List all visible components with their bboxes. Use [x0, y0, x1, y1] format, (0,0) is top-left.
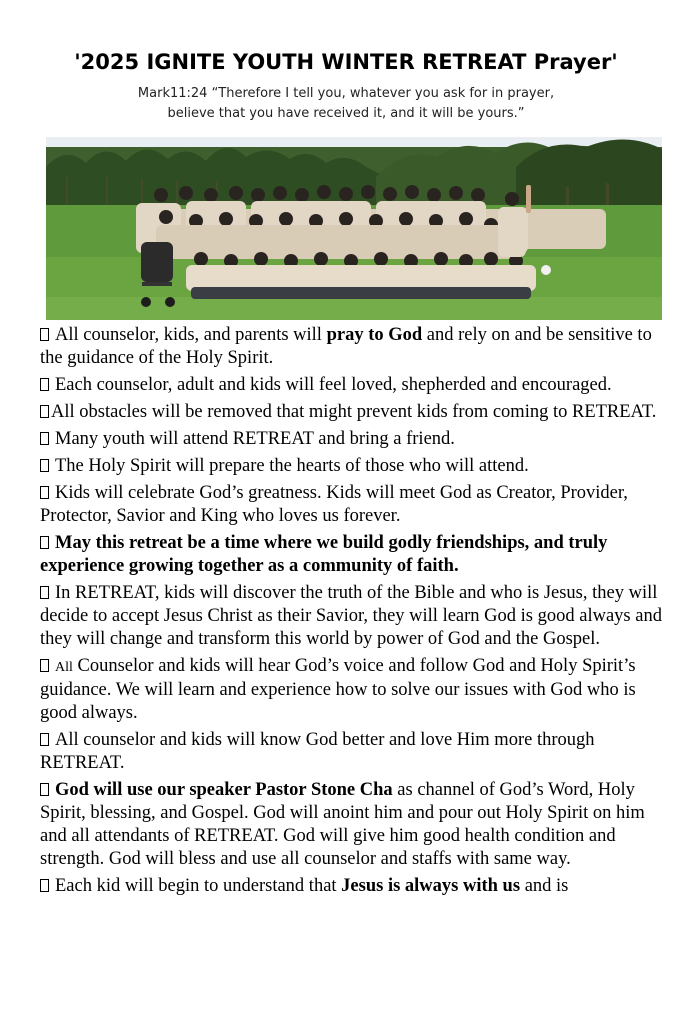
prayer-text: as channel of God’s Word, Holy Spirit, blessing, and Gospel. God will anoint him and pour out Holy Spirit on him and all attendants of RETREAT. God will give him good health condition and strength. God will bless and use all counselor and staffs with same way. — [40, 780, 645, 869]
checkbox-icon — [40, 405, 49, 418]
prayer-emphasis: pray to God — [326, 325, 423, 345]
checkbox-icon — [40, 733, 49, 746]
checkbox-icon — [40, 586, 49, 599]
prayer-item — [40, 428, 676, 451]
prayer-text: Many youth will attend RETREAT and bring a friend. — [55, 429, 455, 449]
verse-line-2: believe that you have received it, and it will be yours.” — [167, 106, 525, 121]
prayer-item — [40, 455, 676, 478]
prayer-text-small: All — [55, 660, 73, 675]
prayer-item — [40, 875, 676, 898]
verse-line-1: Mark11:24 “Therefore I tell you, whatever you ask for in prayer, — [137, 86, 555, 101]
prayer-emphasis: May this retreat be a time where we build godly friendships, and truly experience growing together as a community of faith. — [40, 533, 608, 576]
prayer-text: Each kid will begin to understand that — [55, 876, 342, 896]
prayer-item — [40, 324, 676, 370]
prayer-text: and is — [520, 876, 569, 896]
group-photo — [46, 137, 662, 320]
page-title: '2025 IGNITE YOUTH WINTER RETREAT Prayer' — [74, 50, 618, 74]
prayer-item — [40, 655, 676, 725]
prayer-item — [40, 582, 676, 651]
prayer-text: Kids will celebrate God’s greatness. Kids will meet God as Creator, Provider, Protector, Savior and King who loves us forever. — [40, 483, 628, 526]
checkbox-icon — [40, 432, 49, 445]
prayer-text: All counselor and kids will know God better and love Him more through RETREAT. — [40, 730, 595, 773]
prayer-list — [40, 324, 676, 902]
prayer-text: In RETREAT, kids will discover the truth of the Bible and who is Jesus, they will decide to accept Jesus Christ as their Savior, they will learn God is good always and they will change and transform this world by power of God and the Gospel. — [40, 583, 662, 649]
prayer-item — [40, 482, 676, 528]
prayer-item — [40, 532, 676, 578]
checkbox-icon — [40, 328, 49, 341]
prayer-emphasis: Jesus is always with us — [341, 876, 521, 896]
prayer-item — [40, 729, 676, 775]
prayer-item — [40, 779, 676, 871]
prayer-text: All obstacles will be removed that might prevent kids from coming to RETREAT. — [51, 402, 657, 422]
prayer-text: Each counselor, adult and kids will feel loved, shepherded and encouraged. — [55, 375, 612, 395]
prayer-emphasis: God will use our speaker Pastor Stone Cha — [55, 780, 393, 800]
checkbox-icon — [40, 486, 49, 499]
checkbox-icon — [40, 783, 49, 796]
scripture-verse — [80, 84, 612, 124]
checkbox-icon — [40, 459, 49, 472]
prayer-item — [40, 401, 676, 424]
checkbox-icon — [40, 536, 49, 549]
prayer-item — [40, 374, 676, 397]
prayer-text: The Holy Spirit will prepare the hearts of those who will attend. — [55, 456, 529, 476]
prayer-text: Counselor and kids will hear God’s voice and follow God and Holy Spirit’s guidance. We will learn and experience how to solve our issues with God who is good always. — [40, 656, 636, 723]
prayer-text: All counselor, kids, and parents will — [55, 325, 327, 345]
prayer-text: and rely on and be sensitive to the guidance of the Holy Spirit. — [40, 325, 652, 368]
checkbox-icon — [40, 879, 49, 892]
checkbox-icon — [40, 378, 49, 391]
checkbox-icon — [40, 659, 49, 672]
